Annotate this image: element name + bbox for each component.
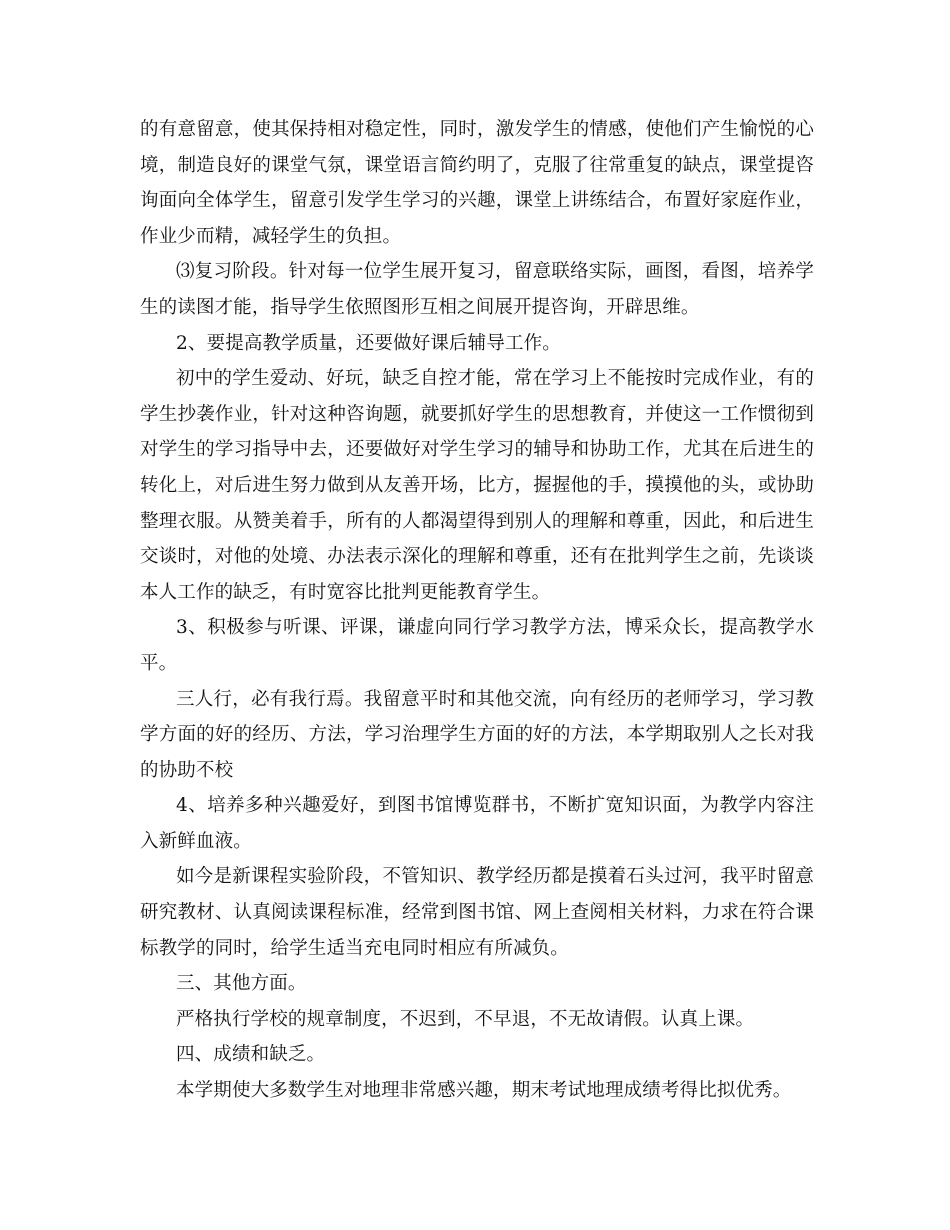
paragraph: 本学期使大多数学生对地理非常感兴趣，期末考试地理成绩考得比拟优秀。 <box>176 1080 792 1102</box>
paragraph: 严格执行学校的规章制度，不迟到，不早退，不无故请假。认真上课。 <box>176 1008 755 1030</box>
paragraph: 如今是新课程实验阶段，不管知识、教学经历都是摸着石头过河，我平时留意研究教材、认真阅读课程标准，经常到图书馆、网上查阅相关材料，力求在符合课标教学的同时，给学生适当充电同时相应有所减负。 <box>140 866 814 959</box>
paragraph: 的有意留意，使其保持相对稳定性，同时，激发学生的情感，使他们产生愉悦的心境，制造良好的课堂气氛，课堂语言简约明了，克服了往常重复的缺点，课堂提咨询面向全体学生，留意引发学生学习的兴趣，课堂上讲练结合，布置好家庭作业，作业少而精，减轻学生的负担。 <box>140 119 814 247</box>
document-body <box>140 112 814 1109</box>
paragraph: 4、培养多种兴趣爱好，到图书馆博览群书，不断扩宽知识面，为教学内容注入新鲜血液。 <box>140 795 814 852</box>
paragraph: 三人行，必有我行焉。我留意平时和其他交流，向有经历的老师学习，学习教学方面的好的经历、方法，学习治理学生方面的好的方法，本学期取别人之长对我的协助不校 <box>140 688 814 781</box>
section-heading: 四、成绩和缺乏。 <box>176 1044 326 1066</box>
section-heading: 三、其他方面。 <box>176 973 307 995</box>
paragraph: 2、要提高教学质量，还要做好课后辅导工作。 <box>176 332 561 354</box>
paragraph: 初中的学生爱动、好玩，缺乏自控才能，常在学习上不能按时完成作业，有的学生抄袭作业，针对这种咨询题，就要抓好学生的思想教育，并使这一工作惯彻到对学生的学习指导中去，还要做好对学生学习的辅导和协助工作，尤其在后进生的转化上，对后进生努力做到从友善开场，比方，握握他的手，摸摸他的头，或协助整理衣服。从赞美着手，所有的人都渴望得到别人的理解和尊重，因此，和后进生交谈时，对他的处境、办法表示深化的理解和尊重，还有在批判学生之前，先谈谈本人工作的缺乏，有时宽容比批判更能教育学生。 <box>140 368 814 603</box>
paragraph: ⑶复习阶段。针对每一位学生展开复习，留意联络实际，画图，看图，培养学生的读图才能，指导学生依照图形互相之间展开提咨询，开辟思维。 <box>140 261 814 318</box>
paragraph: 3、积极参与听课、评课，谦虚向同行学习教学方法，博采众长，提高教学水平。 <box>140 617 814 674</box>
